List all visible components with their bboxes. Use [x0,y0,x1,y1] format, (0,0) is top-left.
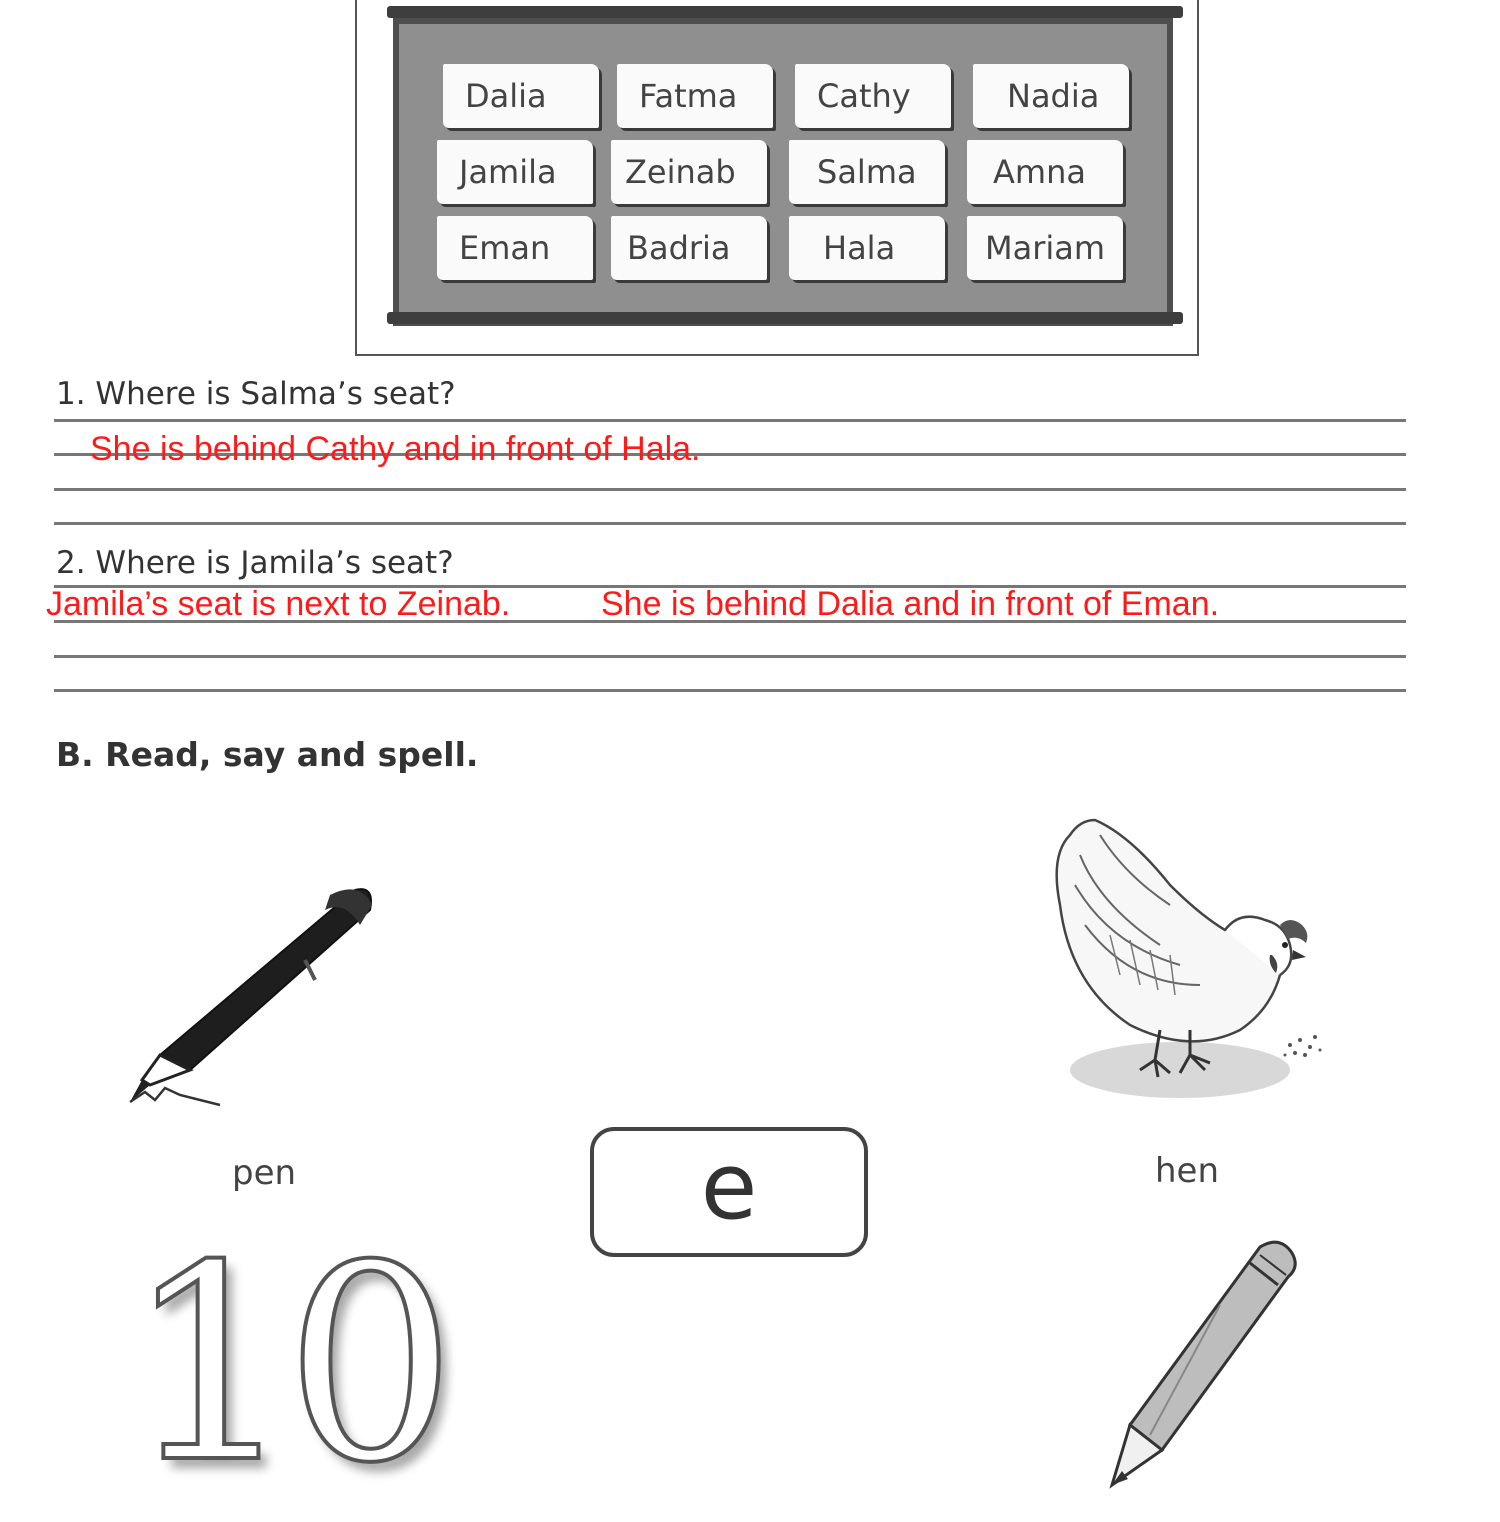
name-card: Fatma [617,64,773,128]
seating-chart [355,0,1199,356]
number-ten: 10 [125,1207,445,1522]
writing-line [54,488,1406,491]
answer-1: She is behind Cathy and in front of Hala. [90,430,701,468]
letter-box: e [590,1127,868,1257]
name-card: Amna [967,140,1123,204]
name-card: Cathy [795,64,951,128]
name-card: Hala [789,216,945,280]
name-card: Dalia [443,64,599,128]
pen-icon [120,880,390,1120]
name-card: Badria [611,216,767,280]
board-top-ledge [387,6,1183,18]
word-hen: hen [1155,1151,1220,1191]
name-card: Nadia [973,64,1129,128]
answer-2b: She is behind Dalia and in front of Eman. [601,585,1220,623]
section-b-title: B. Read, say and spell. [56,735,479,774]
question-1: 1. Where is Salma’s seat? [56,376,456,412]
board-bottom-ledge [387,312,1183,324]
answer-2a: Jamila’s seat is next to Zeinab. [46,585,511,623]
name-card: Eman [437,216,593,280]
writing-line [54,522,1406,525]
pencil-icon [1100,1235,1310,1495]
name-card: Zeinab [611,140,767,204]
writing-line [54,655,1406,658]
question-2: 2. Where is Jamila’s seat? [56,545,454,581]
writing-line [54,419,1406,422]
word-pen: pen [232,1153,297,1193]
name-card: Mariam [967,216,1123,280]
name-card: Jamila [437,140,593,204]
hen-icon [1040,815,1340,1105]
name-card: Salma [789,140,945,204]
writing-line [54,689,1406,692]
